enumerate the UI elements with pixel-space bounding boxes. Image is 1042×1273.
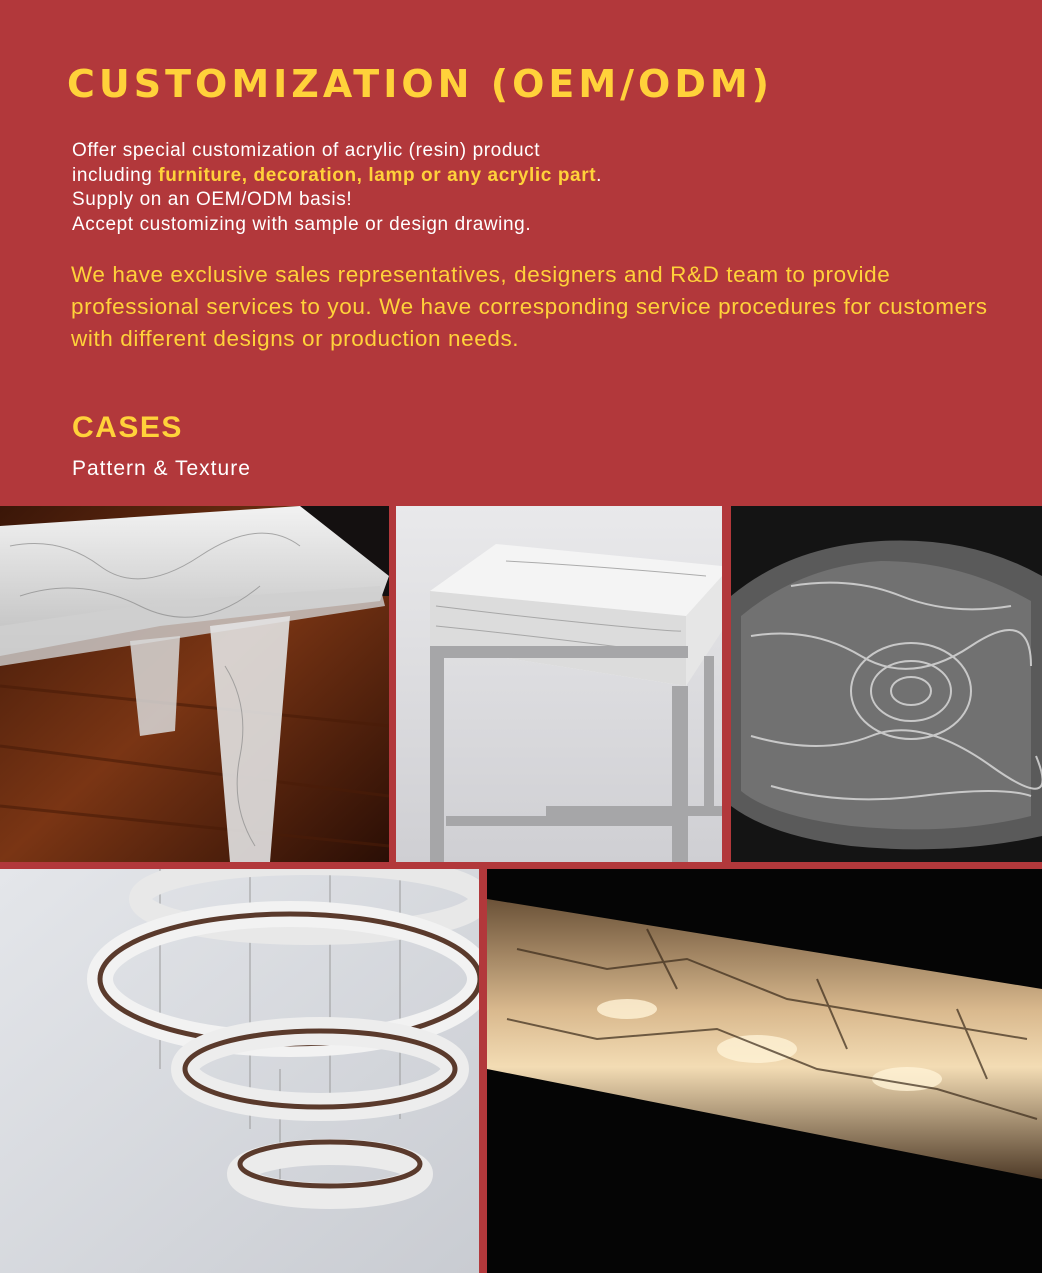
cases-subtitle: Pattern & Texture — [72, 457, 251, 480]
cases-heading: CASES — [72, 411, 183, 444]
intro-highlight: furniture, decoration, lamp or any acrylic part — [158, 164, 597, 186]
intro-line-2-suffix: . — [596, 164, 603, 186]
intro-line-4: Accept customizing with sample or design drawing. — [72, 213, 532, 235]
acrylic-table-photo — [0, 506, 389, 862]
acrylic-stool-photo — [396, 506, 722, 862]
intro-line-3: Supply on an OEM/ODM basis! — [72, 189, 353, 210]
intro-line-1: Offer special customization of acrylic (resin) product — [72, 140, 541, 161]
page-title: CUSTOMIZATION (OEM/ODM) — [67, 62, 774, 106]
intro-text — [72, 139, 602, 237]
acrylic-texture-slab-photo — [731, 506, 1042, 862]
lit-acrylic-bar-photo — [487, 869, 1042, 1273]
intro-line-2-prefix: including — [72, 164, 159, 186]
ring-chandelier-photo — [0, 869, 479, 1273]
intro-line-2 — [72, 164, 602, 189]
services-paragraph: We have exclusive sales representatives, designers and R&D team to provide professional services to you. We have corresponding service procedures for customers with different designs or production needs. — [71, 262, 988, 351]
